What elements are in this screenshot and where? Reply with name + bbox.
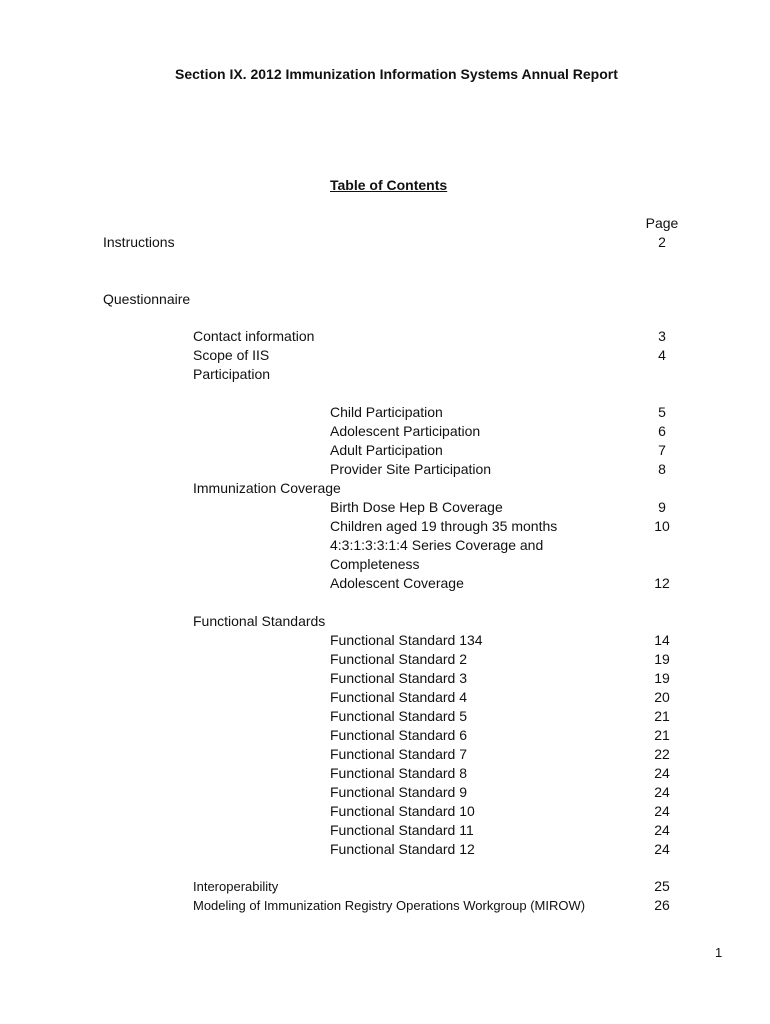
toc-entry-child-participation: Child Participation [330,404,443,420]
toc-page-birth-dose-hep-b: 9 [658,499,666,515]
toc-page-functional-standard: 21 [654,727,670,743]
toc-page-functional-standard: 19 [654,651,670,667]
toc-entry-immunization-coverage: Immunization Coverage [193,480,341,496]
toc-page-functional-standard: 24 [654,784,670,800]
toc-entry-adult-participation: Adult Participation [330,442,443,458]
toc-page-adolescent-coverage: 12 [654,575,670,591]
toc-entry-series-coverage: 4:3:1:3:3:1:4 Series Coverage and [330,537,544,553]
toc-entry-contact-information: Contact information [193,328,315,344]
toc-heading: Table of Contents [330,177,448,193]
page-column-header: Page [645,215,679,231]
toc-entry-functional-standard: Functional Standard 10 [330,803,475,819]
toc-entry-functional-standards: Functional Standards [193,613,326,629]
page-title: Section IX. 2012 Immunization Information Systems Annual Report [175,66,618,82]
toc-entry-functional-standard: Functional Standard 5 [330,708,467,724]
toc-page-mirow: 26 [654,897,670,913]
toc-entry-functional-standard: Functional Standard 6 [330,727,467,743]
toc-page-children-19-35-months: 10 [654,518,670,534]
toc-entry-adolescent-participation: Adolescent Participation [330,423,481,439]
toc-entry-scope-of-iis: Scope of IIS [193,347,270,363]
toc-page-provider-site-participation: 8 [658,461,666,477]
toc-page-adolescent-participation: 6 [658,423,666,439]
toc-entry-functional-standard: Functional Standard 134 [330,632,483,648]
toc-page-functional-standard: 20 [654,689,670,705]
toc-entry-mirow: Modeling of Immunization Registry Operations Workgroup (MIROW) [193,898,586,913]
toc-entry-adolescent-coverage: Adolescent Coverage [330,575,464,591]
toc-entry-functional-standard: Functional Standard 8 [330,765,467,781]
toc-entry-questionnaire: Questionnaire [103,291,191,307]
toc-page-functional-standard: 24 [654,765,670,781]
toc-entry-participation: Participation [193,366,271,382]
toc-entry-functional-standard: Functional Standard 4 [330,689,467,705]
toc-page-instructions: 2 [658,234,666,250]
toc-entry-interoperability: Interoperability [193,879,279,894]
toc-entry-provider-site-participation: Provider Site Participation [330,461,492,477]
toc-entry-birth-dose-hep-b: Birth Dose Hep B Coverage [330,499,503,515]
toc-entry-functional-standard: Functional Standard 3 [330,670,467,686]
toc-page-functional-standard: 21 [654,708,670,724]
toc-entry-functional-standard: Functional Standard 12 [330,841,475,857]
toc-entry-functional-standard: Functional Standard 11 [330,822,474,838]
toc-page-functional-standard: 22 [654,746,670,762]
toc-page-contact-information: 3 [658,328,666,344]
toc-page-interoperability: 25 [654,878,670,894]
toc-page-scope-of-iis: 4 [658,347,666,363]
toc-page-functional-standard: 14 [654,632,670,648]
toc-entry-functional-standard: Functional Standard 2 [330,651,467,667]
page-number: 1 [715,945,723,960]
toc-entry-series-completeness: Completeness [330,556,420,572]
toc-entry-functional-standard: Functional Standard 7 [330,746,467,762]
toc-entry-instructions: Instructions [103,234,175,250]
toc-entry-children-19-35-months: Children aged 19 through 35 months [330,518,558,534]
toc-page-functional-standard: 19 [654,670,670,686]
toc-page-functional-standard: 24 [654,803,670,819]
toc-page-child-participation: 5 [658,404,666,420]
toc-entry-functional-standard: Functional Standard 9 [330,784,467,800]
toc-page-adult-participation: 7 [658,442,666,458]
toc-page-functional-standard: 24 [654,841,670,857]
toc-page-functional-standard: 24 [654,822,670,838]
